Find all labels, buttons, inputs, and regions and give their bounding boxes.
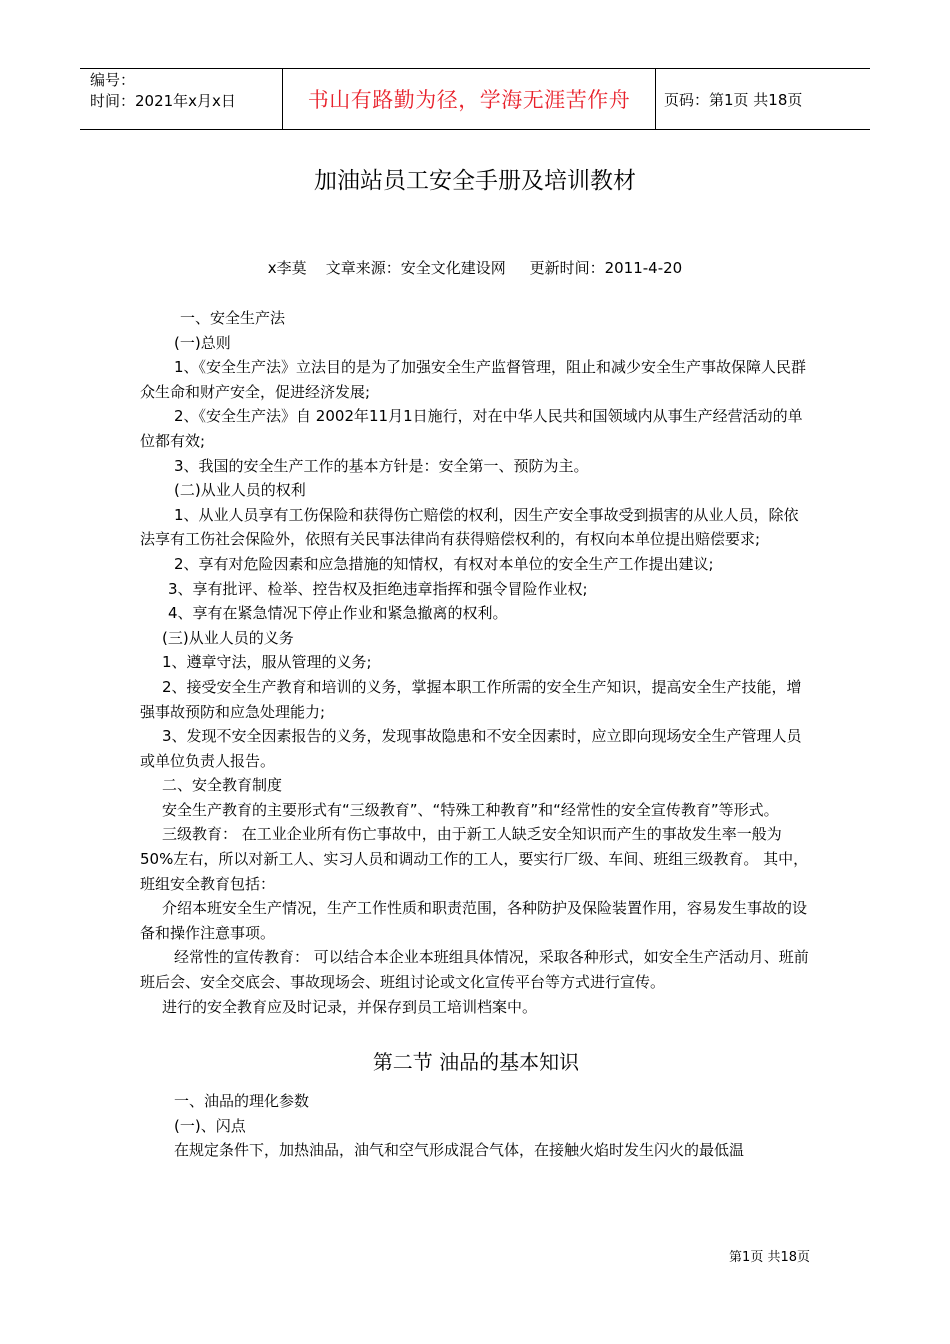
paragraph: 1、《安全生产法》立法目的是为了加强安全生产监督管理，阻止和减少安全生产事故保障人民群众生命和财产安全，促进经济发展; — [140, 358, 807, 401]
document-body — [140, 306, 812, 1163]
paragraph: 一、油品的理化参数 — [174, 1092, 310, 1111]
byline: x李莫 文章来源：安全文化建设网 更新时间：2011-4-20 — [267, 259, 683, 277]
paragraph: (三)从业人员的义务 — [162, 628, 294, 647]
paragraph: 2、享有对危险因素和应急措施的知情权，有权对本单位的安全生产工作提出建议; — [174, 554, 714, 573]
paragraph: 介绍本班安全生产情况，生产工作性质和职责范围，各种防护及保险装置作用，容易发生事故的设备和操作注意事项。 — [140, 899, 808, 942]
paragraph: 2、接受安全生产教育和培训的义务，掌握本职工作所需的安全生产知识，提高安全生产技能，增强事故预防和应急处理能力; — [140, 677, 802, 721]
paragraph: 4、享有在紧急情况下停止作业和紧急撤离的权利。 — [168, 604, 508, 623]
paragraph: 1、从业人员享有工伤保险和获得伤亡赔偿的权利，因生产安全事故受到损害的从业人员，除依法享有工伤社会保险外，依照有关民事法律尚有获得赔偿权利的，有权向本单位提出赔偿要求; — [140, 505, 799, 549]
paragraph: 三级教育： 在工业企业所有伤亡事故中，由于新工人缺乏安全知识而产生的事故发生率一般为50%左右，所以对新工人、实习人员和调动工作的工人，要实行厂级、车间、班组三级教育。 其中，班组安全教育包括： — [140, 825, 809, 893]
section-2-title: 第二节 油品的基本知识 — [372, 1050, 580, 1075]
header-page-label: 页码：第1页 共18页 — [664, 90, 803, 109]
paragraph: (一)总则 — [174, 333, 231, 352]
paragraph: 进行的安全教育应及时记录，并保存到员工培训档案中。 — [162, 997, 538, 1016]
paragraph: (一)、闪点 — [174, 1116, 246, 1135]
header-table — [80, 68, 870, 130]
page-footer: 第1页 共18页 — [729, 1250, 810, 1265]
header-meta-cell — [80, 69, 282, 129]
paragraph: 在规定条件下，加热油品，油气和空气形成混合气体，在接触火焰时发生闪火的最低温 — [174, 1141, 745, 1160]
paragraph: 3、我国的安全生产工作的基本方针是：安全第一、预防为主。 — [174, 456, 589, 475]
paragraph: (二)从业人员的权利 — [174, 481, 306, 500]
section-1-body — [140, 306, 812, 1019]
document-number-label: 编号： — [90, 71, 136, 89]
paragraph: 3、发现不安全因素报告的义务，发现事故隐患和不安全因素时，应立即向现场安全生产管理人员或单位负责人报告。 — [140, 727, 802, 770]
section-2-body — [140, 1089, 812, 1163]
paragraph: 3、享有批评、检举、控告权及拒绝违章指挥和强令冒险作业权; — [168, 579, 588, 598]
paragraph: 二、安全教育制度 — [162, 776, 283, 795]
document-time-label: 时间：2021年x月x日 — [90, 92, 236, 110]
paragraph: 安全生产教育的主要形式有“三级教育”、“特殊工种教育”和“经常性的安全宣传教育”等形式。 — [162, 800, 779, 819]
paragraph: 经常性的宣传教育： 可以结合本企业本班组具体情况，采取各种形式，如安全生产活动月、班前班后会、安全交底会、事故现场会、班组讨论或文化宣传平台等方式进行宣传。 — [140, 948, 809, 992]
paragraph: 2、《安全生产法》自 2002年11月1日施行，对在中华人民共和国领域内从事生产经营活动的单位都有效; — [140, 407, 803, 450]
document-title: 加油站员工安全手册及培训教材 — [314, 168, 636, 194]
paragraph: 一、安全生产法 — [180, 309, 286, 327]
paragraph: 1、遵章守法，服从管理的义务; — [162, 653, 372, 672]
header-motto: 书山有路勤为径，学海无涯苦作舟 — [282, 69, 656, 129]
